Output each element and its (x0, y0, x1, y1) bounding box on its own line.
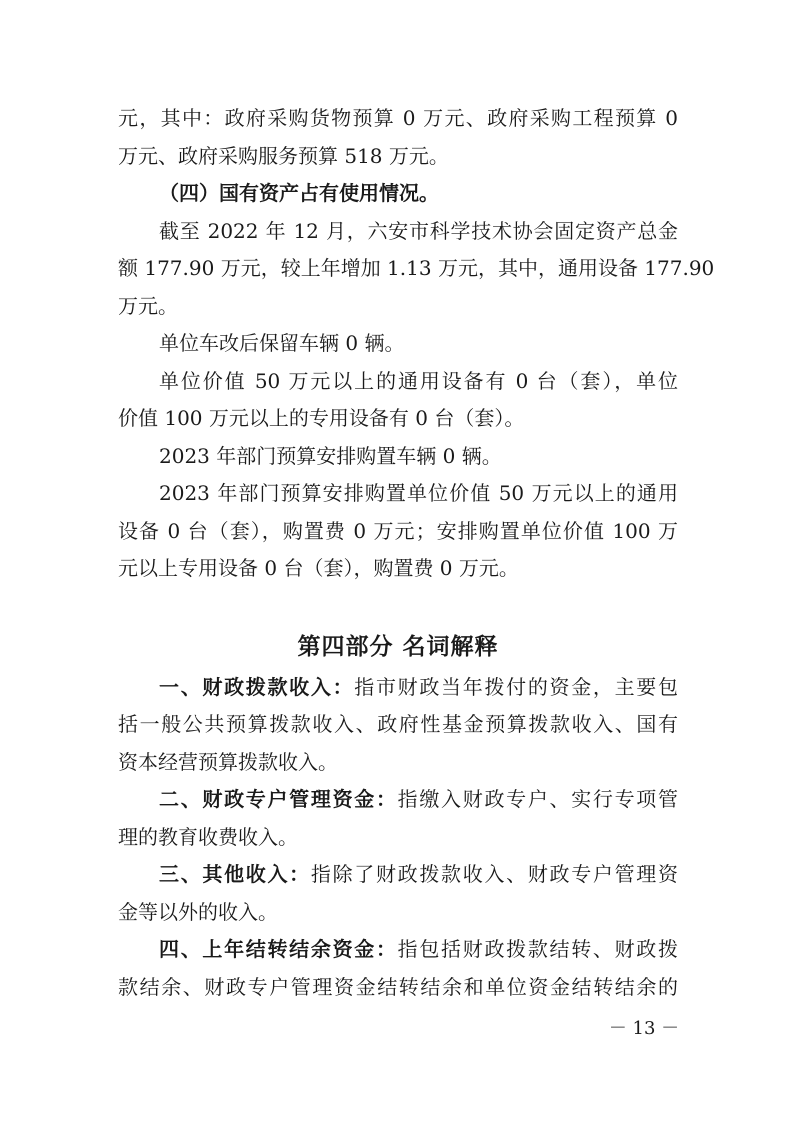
body-line: 元以上专用设备 0 台（套），购置费 0 万元。 (118, 556, 519, 580)
definition-term: 二、财政专户管理资金： (159, 787, 398, 811)
body-line: 额 177.90 万元，较上年增加 1.13 万元，其中，通用设备 177.90 (118, 256, 715, 280)
definition-text: 指缴入财政专户、实行专项管 (397, 787, 679, 811)
body-line: 万元。 (118, 293, 178, 318)
body-line: 2023 年部门预算安排购置单位价值 50 万元以上的通用 (159, 481, 678, 505)
body-line: 元，其中：政府采购货物预算 0 万元、政府采购工程预算 0 (118, 106, 678, 130)
definition-line: 款结余、财政专户管理资金结转结余和单位资金结转结余的 (118, 974, 678, 999)
body-line: 设备 0 台（套），购置费 0 万元；安排购置单位价值 100 万 (118, 518, 678, 543)
definition-line (118, 856, 678, 894)
body-line: 2023 年部门预算安排购置车辆 0 辆。 (159, 443, 502, 468)
definition-line (118, 931, 678, 969)
body-line: 单位价值 50 万元以上的通用设备有 0 台（套），单位 (159, 368, 678, 393)
definition-line: 金等以外的收入。 (118, 899, 278, 924)
body-line: 万元、政府采购服务预算 518 万元。 (118, 143, 449, 168)
section-heading: 第四部分 名词解释 (297, 632, 499, 660)
definition-text: 指除了财政拨款收入、财政专户管理资 (310, 862, 679, 886)
body-line: 截至 2022 年 12 月，六安市科学技术协会固定资产总金 (159, 218, 678, 243)
section-gap (118, 588, 678, 625)
body-line: 价值 100 万元以上的专用设备有 0 台（套）。 (118, 406, 525, 430)
body-line: 单位车改后保留车辆 0 辆。 (159, 331, 405, 355)
definition-term: 一、财政拨款收入： (159, 674, 355, 699)
definition-term: 三、其他收入： (159, 862, 311, 886)
section-subheading: （四）国有资产占有使用情况。 (159, 181, 439, 205)
definition-text: 指市财政当年拨付的资金，主要包 (354, 674, 679, 699)
definition-line: 资本经营预算拨款收入。 (118, 749, 338, 774)
page-content (118, 100, 715, 1006)
definition-line: 括一般公共预算拨款收入、政府性基金预算拨款收入、国有 (118, 712, 678, 736)
definition-line (118, 781, 678, 819)
definition-term: 四、上年结转结余资金： (159, 937, 398, 961)
definition-line: 理的教育收费收入。 (118, 824, 298, 849)
page-number: － 13 － (608, 1018, 680, 1039)
definition-text: 指包括财政拨款结转、财政拨 (397, 937, 679, 961)
definition-line (118, 669, 678, 707)
